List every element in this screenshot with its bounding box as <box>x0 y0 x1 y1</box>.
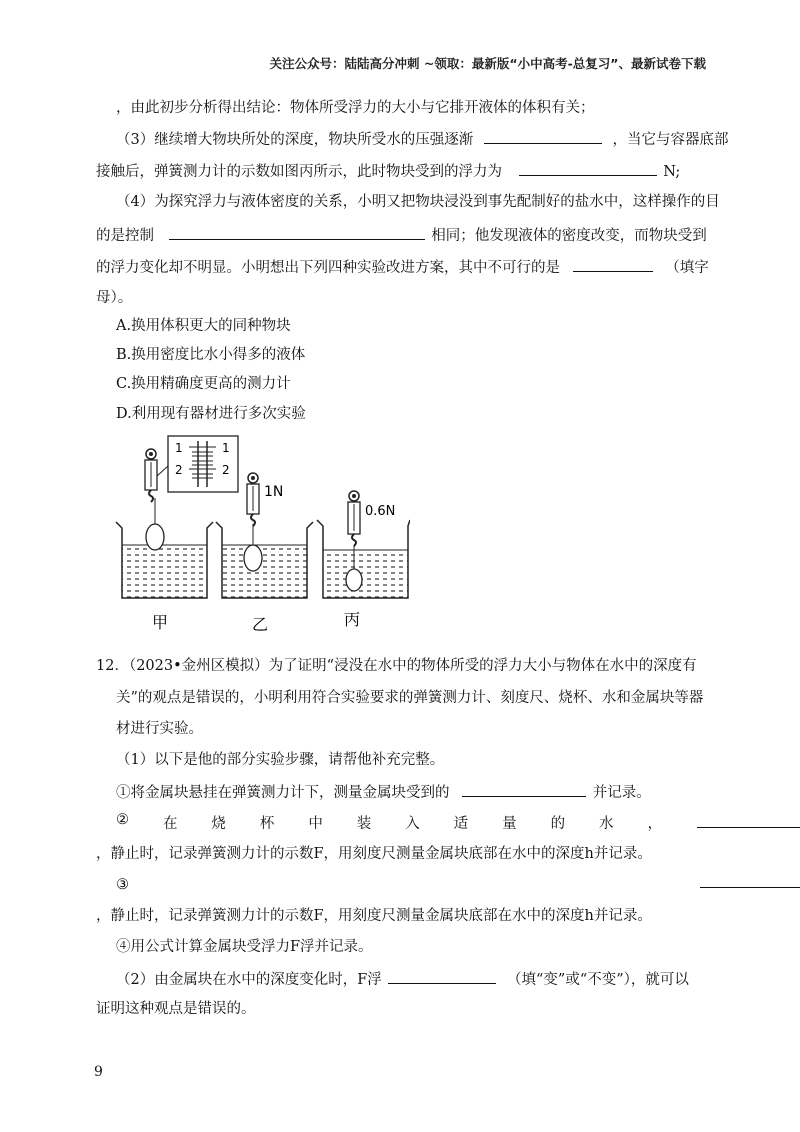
scale-callout <box>168 436 238 492</box>
step-2-char: ， <box>647 816 662 832</box>
q11-line-2b: ，当它与容器底部 <box>612 132 729 148</box>
blank-gravity[interactable] <box>462 781 586 797</box>
step-2-char: 在 <box>162 816 178 832</box>
q12-line-3: 材进行实验。 <box>116 721 203 737</box>
blank-step-3[interactable] <box>700 872 800 888</box>
blank-pressure[interactable] <box>484 128 602 144</box>
step-2-char: 水 <box>599 816 614 832</box>
step-2-char: 杯 <box>259 816 275 832</box>
part-2a: （2）由金属块在水中的深度变化时，F浮 <box>116 972 382 988</box>
label-yi: 乙 <box>252 615 269 634</box>
step-2-char: 量 <box>502 816 517 832</box>
blank-step-2[interactable] <box>697 812 800 828</box>
q12-step-2b: ，静止时，记录弹簧测力计的示数F，用刻度尺测量金属块底部在水中的深度h并记录。 <box>96 846 652 862</box>
blank-buoyancy[interactable] <box>519 160 657 176</box>
q12-part-2c: 证明这种观点是错误的。 <box>96 1001 256 1017</box>
step-1a: ①将金属块悬挂在弹簧测力计下，测量金属块受到的 <box>116 785 450 801</box>
q11-line-6 <box>96 256 709 278</box>
q11-line-7: 母）。 <box>96 290 133 306</box>
beaker-bing <box>317 491 410 598</box>
q12-part-2 <box>116 968 689 990</box>
label-jia: 甲 <box>152 613 169 632</box>
blank-option[interactable] <box>573 256 653 272</box>
reading-bing: 0.6N <box>365 504 396 519</box>
q11-line-1: ，由此初步分析得出结论：物体所受浮力的大小与它排开液体的体积有关； <box>116 100 595 116</box>
step-2-char: ② <box>116 812 129 828</box>
option-d: D.利用现有器材进行多次实验 <box>116 406 306 422</box>
q12-step-4: ④用公式计算金属块受浮力F浮并记录。 <box>116 939 373 955</box>
option-a: A.换用体积更大的同种物块 <box>116 318 291 334</box>
q11-line-5a: 的是控制 <box>96 228 154 244</box>
blank-change[interactable] <box>388 968 496 984</box>
scale-label-2-right: 2 <box>222 463 230 477</box>
q11-line-6b: （填字 <box>665 260 709 276</box>
q11-line-4: （4）为探究浮力与液体密度的关系，小明又把物块浸没到事先配制好的盐水中，这样操作的目 <box>116 194 720 210</box>
q11-line-5 <box>96 224 707 246</box>
page-header: 关注公众号：陆陆高分冲刺 ~领取：最新版“小中高考-总复习”、最新试卷下载 <box>269 56 706 71</box>
step-2-char: 入 <box>405 816 420 832</box>
blank-controlled[interactable] <box>169 224 425 240</box>
step-2-char: 适 <box>453 816 469 832</box>
reading-yi: 1N <box>264 484 284 500</box>
scale-label-2-left: 2 <box>175 463 183 477</box>
q11-line-3b: N; <box>663 164 681 180</box>
q12-step-1 <box>116 781 651 803</box>
step-2-char: 装 <box>356 816 372 832</box>
q12-line-4: （1）以下是他的部分实验步骤，请帮他补充完整。 <box>116 752 445 768</box>
q11-line-6a: 的浮力变化却不明显。小明想出下列四种实验改进方案，其中不可行的是 <box>96 260 560 276</box>
q11-line-2 <box>116 128 728 150</box>
q12-line-1: 12．（2023•金州区模拟）为了证明“浸没在水中的物体所受的浮力大小与物体在水中的深度有 <box>96 658 697 674</box>
q11-line-2a: （3）继续增大物块所处的深度，物块所受水的压强逐渐 <box>116 132 474 148</box>
option-c: C.换用精确度更高的测力计 <box>116 376 291 392</box>
q11-line-5b: 相同；他发现液体的密度改变，而物块受到 <box>431 228 707 244</box>
option-b: B.换用密度比水小得多的液体 <box>116 347 306 363</box>
q12-step-3b: ，静止时，记录弹簧测力计的示数F，用刻度尺测量金属块底部在水中的深度h并记录。 <box>96 908 652 924</box>
part-2b: （填“变”或“不变”），就可以 <box>507 972 689 988</box>
q12-step-3: ③ <box>116 877 129 893</box>
step-1b: 并记录。 <box>592 785 651 801</box>
scale-label-1-left: 1 <box>175 441 183 455</box>
step-2-char: 的 <box>550 816 566 832</box>
experiment-figure <box>110 432 410 637</box>
q12-line-2: 关”的观点是错误的，小明利用符合实验要求的弹簧测力计、刻度尺、烧杯、水和金属块等器 <box>116 690 704 706</box>
q11-line-3 <box>96 160 680 182</box>
step-2-char: 中 <box>308 816 323 832</box>
q12-step-2 <box>116 812 662 833</box>
label-bing: 丙 <box>344 610 361 629</box>
scale-label-1-right: 1 <box>222 441 230 455</box>
q11-line-3a: 接触后，弹簧测力计的示数如图丙所示，此时物块受到的浮力为 <box>96 164 502 180</box>
page-number: 9 <box>94 1064 103 1080</box>
step-2-char: 烧 <box>211 816 226 832</box>
